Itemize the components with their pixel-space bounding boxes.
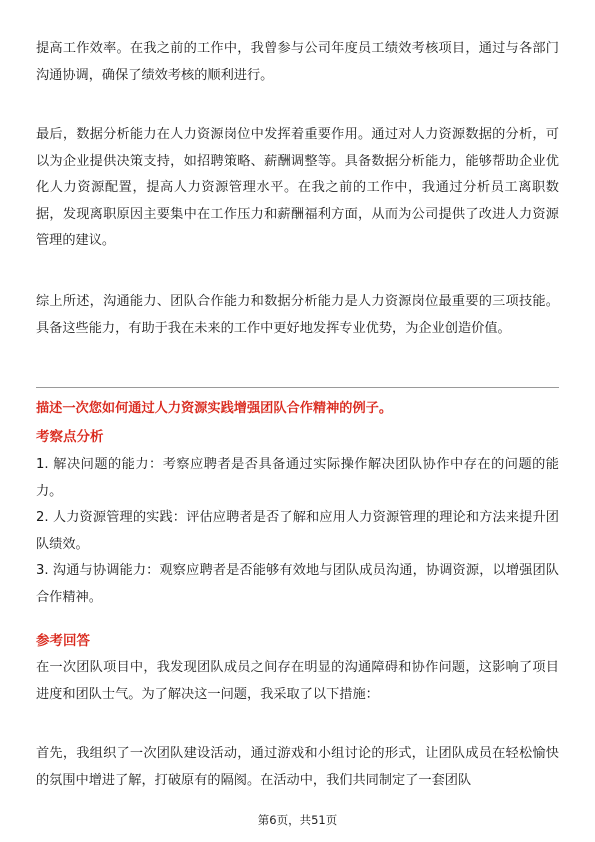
analysis-list [36, 452, 559, 611]
page-footer: 第6页，共51页 [257, 813, 338, 827]
paragraph-efficiency: 提高工作效率。在我之前的工作中，我曾参与公司年度员工绩效考核项目，通过与各部门沟通协调，确保了绩效考核的顺利进行。 [36, 41, 559, 83]
list-item: 1. 解决问题的能力：考察应聘者是否具备通过实际操作解决团队协作中存在的问题的能力。 [36, 457, 559, 499]
paragraph-data-analysis: 最后，数据分析能力在人力资源岗位中发挥着重要作用。通过对人力资源数据的分析，可以为企业提供决策支持，如招聘策略、薪酬调整等。具备数据分析能力，能够帮助企业优化人力资源配置，提高人力资源管理水平。在我之前的工作中，我通过分析员工离职数据，发现离职原因主要集中在工作压力和薪酬福利方面，从而为公司提供了改进人力资源管理的建议。 [36, 127, 559, 248]
answer-heading: 参考回答 [36, 633, 90, 649]
answer-paragraph-2: 首先，我组织了一次团队建设活动，通过游戏和小组讨论的形式，让团队成员在轻松愉快的氛围中增进了解，打破原有的隔阂。在活动中，我们共同制定了一套团队 [36, 746, 559, 788]
paragraph-summary: 综上所述，沟通能力、团队合作能力和数据分析能力是人力资源岗位最重要的三项技能。具备这些能力，有助于我在未来的工作中更好地发挥专业优势，为企业创造价值。 [36, 294, 559, 336]
answer-paragraph-1: 在一次团队项目中，我发现团队成员之间存在明显的沟通障碍和协作问题，这影响了项目进度和团队士气。为了解决这一问题，我采取了以下措施： [36, 660, 559, 702]
section-divider [36, 387, 559, 388]
question-title: 描述一次您如何通过人力资源实践增强团队合作精神的例子。 [36, 401, 393, 416]
list-item: 2. 人力资源管理的实践：评估应聘者是否了解和应用人力资源管理的理论和方法来提升团队绩效。 [36, 510, 559, 552]
analysis-heading: 考察点分析 [36, 429, 104, 445]
list-item: 3. 沟通与协调能力：观察应聘者是否能够有效地与团队成员沟通，协调资源，以增强团队合作精神。 [36, 563, 559, 605]
